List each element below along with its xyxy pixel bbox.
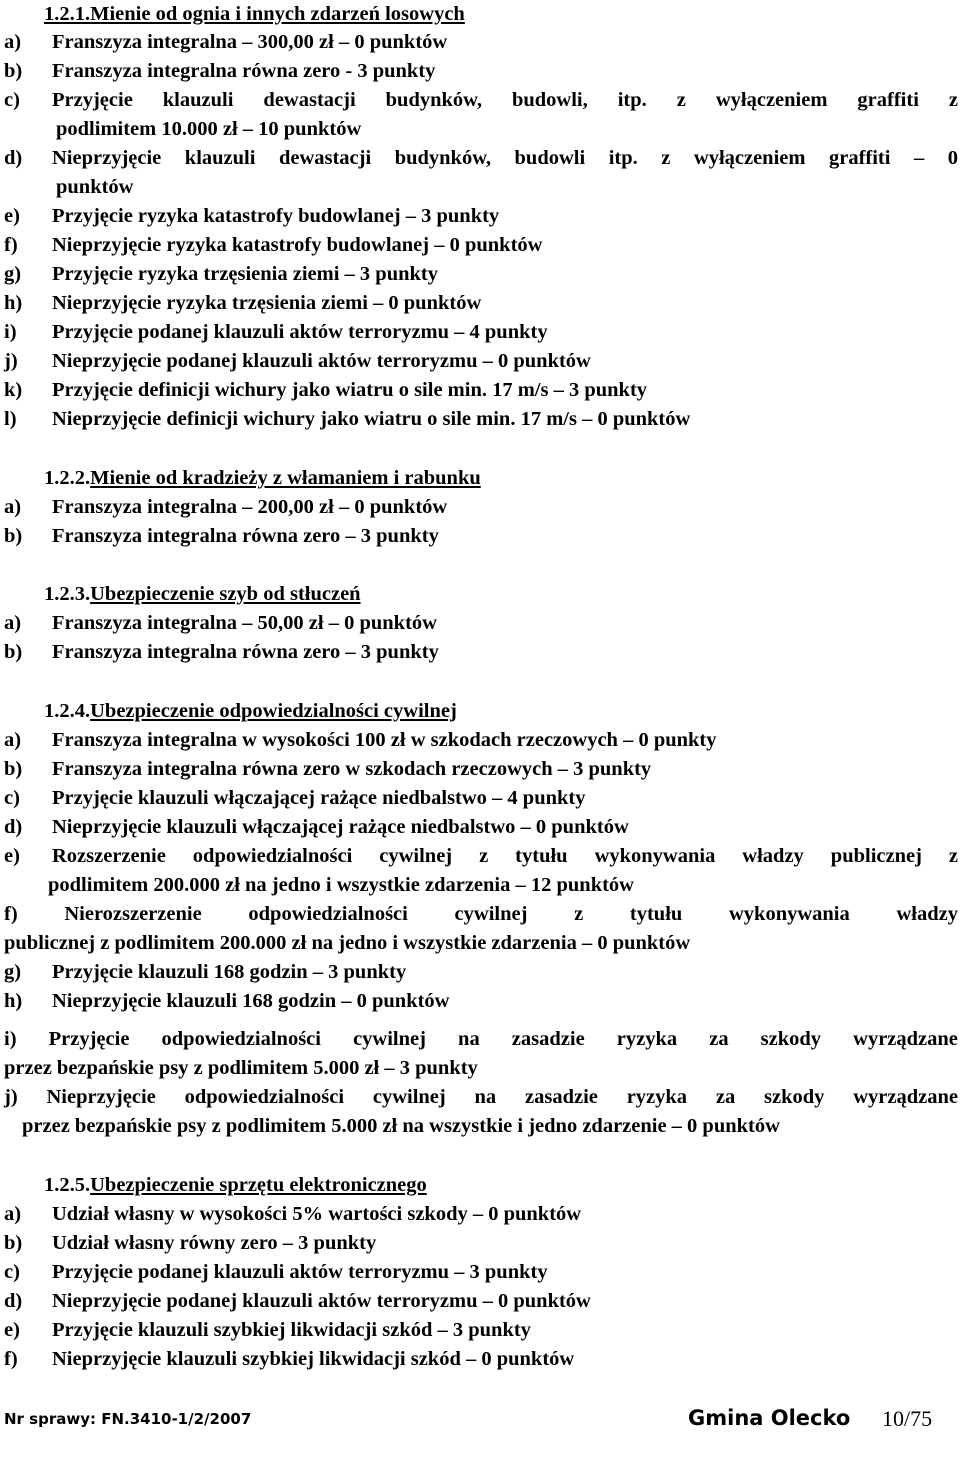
item-marker: c) (4, 1261, 20, 1283)
item-marker: d) (4, 816, 23, 838)
item-word: szkody (764, 1086, 825, 1108)
section-number: 1.2.1. (44, 3, 91, 25)
organization-name: Gmina Olecko (688, 1406, 851, 1430)
item-text: Franszyza integralna – 50,00 zł – 0 punktów (52, 612, 437, 634)
section-heading-1-2-4 (44, 697, 457, 726)
item-text: Franszyza integralna w wysokości 100 zł w szkodach rzeczowych – 0 punkty (52, 729, 717, 751)
section-heading-1-2-2 (44, 464, 481, 493)
list-item-j-cont: przez bezpańskie psy z podlimitem 5.000 zł na wszystkie i jedno zdarzenie – 0 punktów (22, 1115, 780, 1137)
list-item-f (4, 900, 958, 929)
item-text: Przyjęcie podanej klauzuli aktów terroryzmu – 4 punkty (52, 321, 548, 343)
item-text: Przyjęcie ryzyka trzęsienia ziemi – 3 punkty (52, 263, 438, 285)
item-word: Przyjęcie (48, 1028, 130, 1050)
item-text: Rozszerzenie odpowiedzialności cywilnej z tytułu wykonywania władzy publicznej z (52, 845, 958, 867)
section-number: 1.2.2. (44, 467, 91, 489)
item-word: wyrządzane (853, 1028, 958, 1050)
item-marker: g) (4, 263, 22, 285)
item-marker: b) (4, 758, 23, 780)
list-item-j (4, 1083, 958, 1112)
item-marker: b) (4, 641, 23, 663)
item-word: na (458, 1028, 480, 1050)
item-text: Franszyza integralna równa zero – 3 punkty (52, 641, 439, 663)
section-heading-1-2-3 (44, 580, 361, 609)
section-title: Ubezpieczenie szyb od stłuczeń (90, 583, 361, 605)
item-word: odpowiedzialności (184, 1086, 345, 1108)
item-word: cywilnej (454, 903, 528, 925)
item-marker: h) (4, 292, 23, 314)
item-marker: a) (4, 31, 22, 53)
item-word: odpowiedzialności (248, 903, 408, 925)
item-text: Nieprzyjęcie ryzyka trzęsienia ziemi – 0 punktów (52, 292, 482, 314)
section-heading-1-2-1 (44, 0, 465, 29)
item-text: Franszyza integralna – 200,00 zł – 0 punktów (52, 496, 448, 518)
item-word: szkody (760, 1028, 822, 1050)
item-word: Nieprzyjęcie (46, 1086, 156, 1108)
item-word: wyrządzane (853, 1086, 958, 1108)
item-word: na (474, 1086, 497, 1108)
item-word: z (574, 903, 584, 925)
item-marker: f) (4, 234, 18, 256)
item-marker: f) (4, 903, 18, 925)
item-marker: e) (4, 1319, 20, 1341)
item-marker: i) (4, 321, 17, 343)
item-marker: j) (4, 350, 18, 372)
item-marker: b) (4, 1232, 23, 1254)
list-item-c-cont: podlimitem 10.000 zł – 10 punktów (56, 118, 362, 140)
section-number: 1.2.3. (44, 583, 91, 605)
item-marker: i) (4, 1028, 17, 1050)
item-word: tytułu (629, 903, 683, 925)
item-marker: e) (4, 845, 20, 867)
item-text: Nieprzyjęcie definicji wichury jako wiatru o sile min. 17 m/s – 0 punktów (52, 408, 691, 430)
item-text: Udział własny w wysokości 5% wartości szkody – 0 punktów (52, 1203, 582, 1225)
item-text: Przyjęcie klauzuli szybkiej likwidacji szkód – 3 punkty (52, 1319, 531, 1341)
item-marker: k) (4, 379, 23, 401)
item-word: odpowiedzialności (161, 1028, 321, 1050)
item-word: wykonywania (729, 903, 850, 925)
item-marker: d) (4, 1290, 23, 1312)
item-marker: a) (4, 1203, 22, 1225)
item-marker: d) (4, 147, 23, 169)
item-word: Nierozszerzenie (64, 903, 202, 925)
item-marker: b) (4, 525, 23, 547)
item-text: Nieprzyjęcie klauzuli dewastacji budynków, budowli itp. z wyłączeniem graffiti – 0 (52, 147, 958, 169)
item-word: cywilnej (353, 1028, 426, 1050)
item-marker: l) (4, 408, 17, 430)
item-text: Przyjęcie podanej klauzuli aktów terroryzmu – 3 punkty (52, 1261, 548, 1283)
item-text: Przyjęcie definicji wichury jako wiatru o sile min. 17 m/s – 3 punkty (52, 379, 648, 401)
list-item-f-cont: publicznej z podlimitem 200.000 zł na jedno i wszystkie zdarzenia – 0 punktów (4, 932, 691, 954)
case-number: Nr sprawy: FN.3410-1/2/2007 (4, 1410, 252, 1428)
item-word: ryzyka (616, 1028, 678, 1050)
item-text: Nieprzyjęcie podanej klauzuli aktów terroryzmu – 0 punktów (52, 1290, 591, 1312)
item-word: ryzyka (626, 1086, 688, 1108)
page-number: 10/75 (882, 1406, 933, 1431)
item-text: Przyjęcie klauzuli dewastacji budynków, budowli, itp. z wyłączeniem graffiti z (52, 89, 958, 111)
item-text: Nieprzyjęcie klauzuli włączającej rażące niedbalstwo – 0 punktów (52, 816, 629, 838)
item-marker: a) (4, 496, 22, 518)
section-number: 1.2.5. (44, 1174, 91, 1196)
item-marker: h) (4, 990, 23, 1012)
list-item-d-cont: punktów (56, 176, 134, 198)
list-item-e-cont: podlimitem 200.000 zł na jedno i wszystkie zdarzenia – 12 punktów (48, 874, 634, 896)
item-word: za (709, 1028, 729, 1050)
item-marker: b) (4, 60, 23, 82)
section-number: 1.2.4. (44, 700, 91, 722)
item-text: Przyjęcie klauzuli 168 godzin – 3 punkty (52, 961, 407, 983)
item-marker: f) (4, 1348, 18, 1370)
item-text: Udział własny równy zero – 3 punkty (52, 1232, 377, 1254)
list-item-i-cont: przez bezpańskie psy z podlimitem 5.000 zł – 3 punkty (4, 1057, 478, 1079)
item-marker: j) (4, 1086, 18, 1108)
item-text: Przyjęcie klauzuli włączającej rażące niedbalstwo – 4 punkty (52, 787, 586, 809)
item-marker: c) (4, 89, 20, 111)
item-text: Przyjęcie ryzyka katastrofy budowlanej – 3 punkty (52, 205, 500, 227)
item-marker: g) (4, 961, 22, 983)
item-word: cywilnej (372, 1086, 446, 1108)
section-title: Ubezpieczenie odpowiedzialności cywilnej (90, 700, 457, 722)
item-text: Franszyza integralna równa zero - 3 punkty (52, 60, 436, 82)
item-word: władzy (896, 903, 958, 925)
item-text: Franszyza integralna równa zero – 3 punkty (52, 525, 439, 547)
item-text: Nieprzyjęcie klauzuli 168 godzin – 0 punktów (52, 990, 450, 1012)
item-marker: c) (4, 787, 20, 809)
item-text: Nieprzyjęcie podanej klauzuli aktów terroryzmu – 0 punktów (52, 350, 591, 372)
item-marker: e) (4, 205, 20, 227)
section-heading-1-2-5 (44, 1171, 427, 1200)
item-text: Nieprzyjęcie ryzyka katastrofy budowlanej – 0 punktów (52, 234, 543, 256)
item-text: Franszyza integralna – 300,00 zł – 0 punktów (52, 31, 448, 53)
item-marker: a) (4, 729, 22, 751)
item-word: zasadzie (511, 1028, 585, 1050)
item-text: Nieprzyjęcie klauzuli szybkiej likwidacji szkód – 0 punktów (52, 1348, 575, 1370)
section-title: Mienie od ognia i innych zdarzeń losowych (90, 3, 465, 25)
list-item-i (4, 1025, 958, 1054)
item-word: zasadzie (525, 1086, 598, 1108)
item-word: za (715, 1086, 736, 1108)
section-title: Ubezpieczenie sprzętu elektronicznego (90, 1174, 427, 1196)
item-text: Franszyza integralna równa zero w szkodach rzeczowych – 3 punkty (52, 758, 652, 780)
section-title: Mienie od kradzieży z włamaniem i rabunku (90, 467, 481, 489)
item-marker: a) (4, 612, 22, 634)
